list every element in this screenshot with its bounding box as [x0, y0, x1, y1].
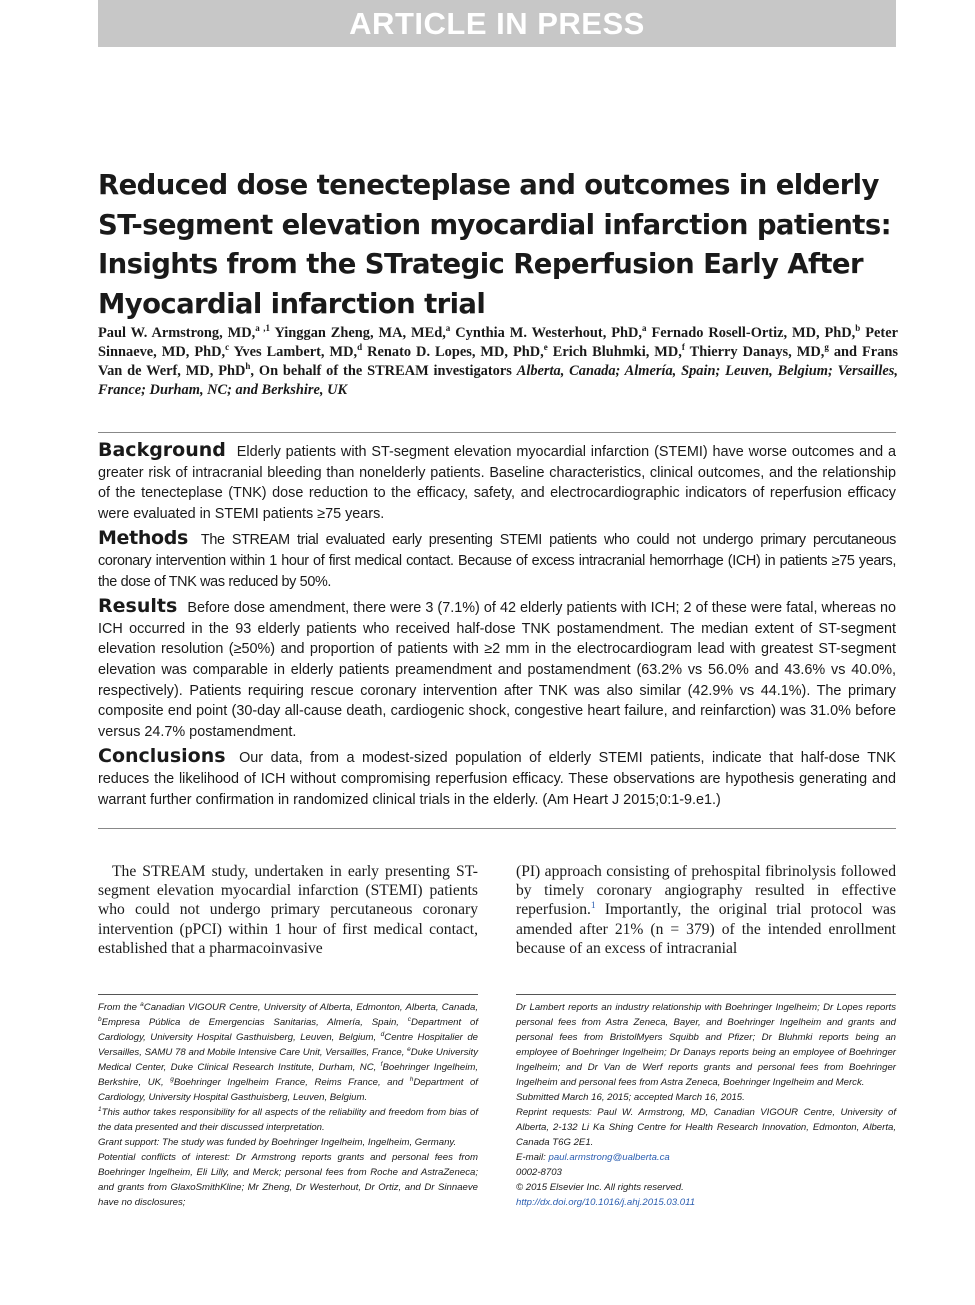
body-right-text: (PI) approach consisting of prehospital fibrinolysis followed by timely coronary angiography resulted in effective reperfusion. — [516, 863, 896, 919]
abstract-bottom-rule — [98, 828, 896, 829]
affiliation-f: Boehringer Ingelheim, Berkshire, UK, — [98, 1062, 478, 1088]
affiliation-marker: g — [170, 1075, 174, 1083]
author-name: and Frans Van de Werf, MD, PhD — [98, 344, 898, 379]
conflicts-footnote: Potential conflicts of interest: Dr Armstrong reports grants and personal fees from Boehringer Ingelheim, Eli Lilly, and Merck; personal fees from Roche and AstraZeneca; and grants from GlaxoSmithKline; Mr Zheng, Dr Westerhout, Dr Ortiz, and Dr Sinnaeve have no disclosures; — [98, 1152, 478, 1208]
copyright: © 2015 Elsevier Inc. All rights reserved. — [516, 1182, 684, 1193]
reference-link[interactable]: 1 — [590, 901, 596, 912]
author-affiliation-marker: a — [642, 323, 647, 334]
author-affiliation-marker: d — [357, 342, 363, 353]
email-label: E-mail: — [516, 1152, 549, 1163]
author-affiliation-marker: c — [225, 342, 230, 353]
author-name: Cynthia M. Westerhout, PhD, — [455, 325, 643, 341]
footnotes-right-column — [516, 1000, 896, 1210]
responsibility-footnote — [98, 1105, 478, 1135]
body-text-left-column: The STREAM study, undertaken in early presenting ST-segment elevation myocardial infarction (STEMI) patients who could not undergo primary percutaneous coronary intervention (pPCI) within 1 hour of first medical contact, established that a pharmacoinvasive — [98, 863, 478, 957]
author-name: Erich Bluhmki, MD, — [552, 344, 682, 360]
author-name: Fernado Rosell-Ortiz, MD, PhD, — [651, 325, 856, 341]
background-text: Elderly patients with ST-segment elevation myocardial infarction (STEMI) have worse outcomes and a greater risk of intracranial bleeding than nonelderly patients. Baseline characteristics, clinical outcomes, and the relationship of the tenecteplase (TNK) dose reduction to the efficacy, safety, and electrocardiographic indicators of reperfusion efficacy were evaluated in STEMI patients ≥75 years. — [98, 444, 897, 522]
methods-text: The STREAM trial evaluated early presenting STEMI patients who could not undergo primary percutaneous coronary intervention within 1 hour of first medical contact. Because of excess intracranial hemorrhage (ICH) in patients ≥75 years, the dose of TNK was reduced by 50%. — [98, 532, 896, 590]
affiliation-h: Department of Cardiology, University Hospital Gasthuisberg, Leuven, Belgium. — [98, 1077, 478, 1103]
footnote-rule-right — [516, 994, 896, 995]
abstract-results — [98, 596, 896, 742]
abstract-methods — [98, 528, 896, 592]
body-right-text-cont: Importantly, the original trial protocol was amended after 21% (n = 379) of the intended enrollment because of an excess of intracranial — [516, 901, 896, 957]
reprint-requests: Reprint requests: Paul W. Armstrong, MD, Canadian VIGOUR Centre, University of Alberta, 2-132 Li Ka Shing Centre for Health Research Innovation, Edmonton, Alberta, Canada T6G 2E1. — [516, 1107, 896, 1148]
affiliations-footnote — [98, 1000, 478, 1105]
responsibility-text: This author takes responsibility for all aspects of the reliability and freedom from bias of the data presented and their discussed interpretation. — [98, 1107, 478, 1133]
author-affiliation-marker: e — [543, 342, 548, 353]
results-text: Before dose amendment, there were 3 (7.1%) of 42 elderly patients with ICH; 2 of these were fatal, whereas no ICH occurred in the 93 elderly patients who received half-dose TNK postamendment. The median extent of ST-segment elevation resolution (≥50%) and proportion of patients with ≥2 mm in the electrocardiogram lead with greatest ST-segment elevation was comparable in elderly patients preamendment and postamendment (63.2% vs 56.0% and 43.6% vs 40.0%, respectively). Patients requiring rescue coronary intervention after TNK was also similar (42.9% vs 44.1%). The primary composite end point (30-day all-cause death, cardiogenic shock, congestive heart failure, and reinfarction) was 31.0% before versus 24.7% postamendment. — [98, 600, 897, 740]
abstract-top-rule — [98, 432, 896, 433]
issn: 0002-8703 — [516, 1167, 562, 1178]
affiliation-b: Empresa Pública de Emergencias Sanitarias, Almería, Spain, — [101, 1017, 399, 1028]
footnote-marker: 1 — [98, 1105, 102, 1113]
doi-line — [516, 1195, 896, 1210]
abstract-conclusions — [98, 746, 896, 810]
affiliation-marker: a — [140, 1000, 144, 1008]
affiliation-marker: f — [380, 1060, 383, 1068]
author-name: Thierry Danays, MD, — [689, 344, 825, 360]
affiliation-marker: e — [407, 1045, 411, 1053]
conflicts-footnote-cont: Dr Lambert reports an industry relationship with Boehringer Ingelheim; Dr Lopes reports personal fees from Astra Zeneca, Bayer, and Boehringer Ingelheim and grants and personal fees from BristolMyers Squibb and Pfizer; Dr Bluhmki reports being an employee of Boehringer Ingelheim; Dr Danays reports being an employee of Boehringer Ingelheim; and Dr Van de Werf reports grants and personal fees from Boehringer Ingelheim and personal fees from Astra Zeneca, Boehringer Ingelheim and Merck. — [516, 1002, 896, 1088]
author-affiliation-marker: a — [445, 323, 451, 334]
author-affiliation-marker: a ,1 — [255, 323, 271, 334]
body-text-right-column — [516, 862, 896, 958]
author-affiliation-marker: f — [681, 342, 685, 353]
conclusions-heading: Conclusions — [98, 745, 226, 768]
footnotes-left-column — [98, 1000, 478, 1210]
banner-text: ARTICLE IN PRESS — [349, 5, 645, 41]
affiliation-a: Canadian VIGOUR Centre, University of Alberta, Edmonton, Alberta, Canada, — [143, 1002, 478, 1013]
abstract-background — [98, 440, 896, 524]
affiliation-marker: c — [407, 1015, 412, 1023]
grant-support-footnote: Grant support: The study was funded by Boehringer Ingelheim, Ingelheim, Germany. — [98, 1137, 457, 1148]
author-list — [98, 324, 898, 400]
email-line — [516, 1150, 896, 1165]
doi-link[interactable]: http://dx.doi.org/10.1016/j.ahj.2015.03.011 — [516, 1197, 696, 1208]
affiliation-e: Duke University Medical Center, Duke Clinical Research Institute, Durham, NC, — [98, 1047, 478, 1073]
email-link[interactable]: paul.armstrong@ualberta.ca — [548, 1152, 670, 1163]
article-in-press-banner — [98, 0, 896, 47]
footnote-rule-left — [98, 994, 478, 995]
results-heading: Results — [98, 595, 178, 618]
affiliation-g: Boehringer Ingelheim France, Reims France, and — [173, 1077, 404, 1088]
author-name: Renato D. Lopes, MD, PhD, — [367, 344, 544, 360]
author-name: Paul W. Armstrong, MD, — [98, 325, 256, 341]
submission-dates: Submitted March 16, 2015; accepted March 16, 2015. — [516, 1092, 745, 1103]
from-label: From the — [98, 1002, 141, 1013]
abstract — [98, 440, 896, 814]
affiliation-marker: b — [98, 1015, 102, 1023]
author-name: Yinggan Zheng, MA, MEd, — [274, 325, 446, 341]
affiliation-marker: h — [409, 1075, 414, 1083]
background-heading: Background — [98, 439, 226, 461]
author-affiliation-marker: b — [855, 323, 861, 334]
affiliation-c: Department of Cardiology, University Hospital Gasthuisberg, Leuven, Belgium, — [98, 1017, 478, 1043]
conclusions-text: Our data, from a modest-sized population of elderly STEMI patients, indicate that half-dose TNK reduces the likelihood of ICH without compromising reperfusion efficacy. These observations are hypothesis generating and warrant further confirmation in randomized clinical trials in the elderly. (Am Heart J 2015;0:1-9.e1.) — [98, 750, 897, 808]
affiliation-marker: d — [380, 1030, 385, 1038]
author-affiliation-marker: g — [824, 342, 829, 353]
methods-heading: Methods — [98, 527, 188, 550]
investigators-note: , On behalf of the STREAM investigators — [250, 363, 512, 379]
affiliation-places: Alberta, Canada; Almería, Spain; Leuven, Belgium; Versailles, France; Durham, NC; and Berkshire, UK — [98, 363, 898, 398]
author-affiliation-marker: h — [245, 361, 251, 372]
affiliation-d: Centre Hospitalier de Versailles, SAMU 78 and Mobile Intensive Care Unit, Versailles, France, — [98, 1032, 479, 1058]
author-name: Peter Sinnaeve, MD, PhD, — [98, 325, 898, 360]
article-title: Reduced dose tenecteplase and outcomes in elderly ST-segment elevation myocardial infarction patients: Insights from the STrategic Reperfusion Early After Myocardial infarction trial — [98, 169, 891, 320]
author-name: Yves Lambert, MD, — [233, 344, 358, 360]
